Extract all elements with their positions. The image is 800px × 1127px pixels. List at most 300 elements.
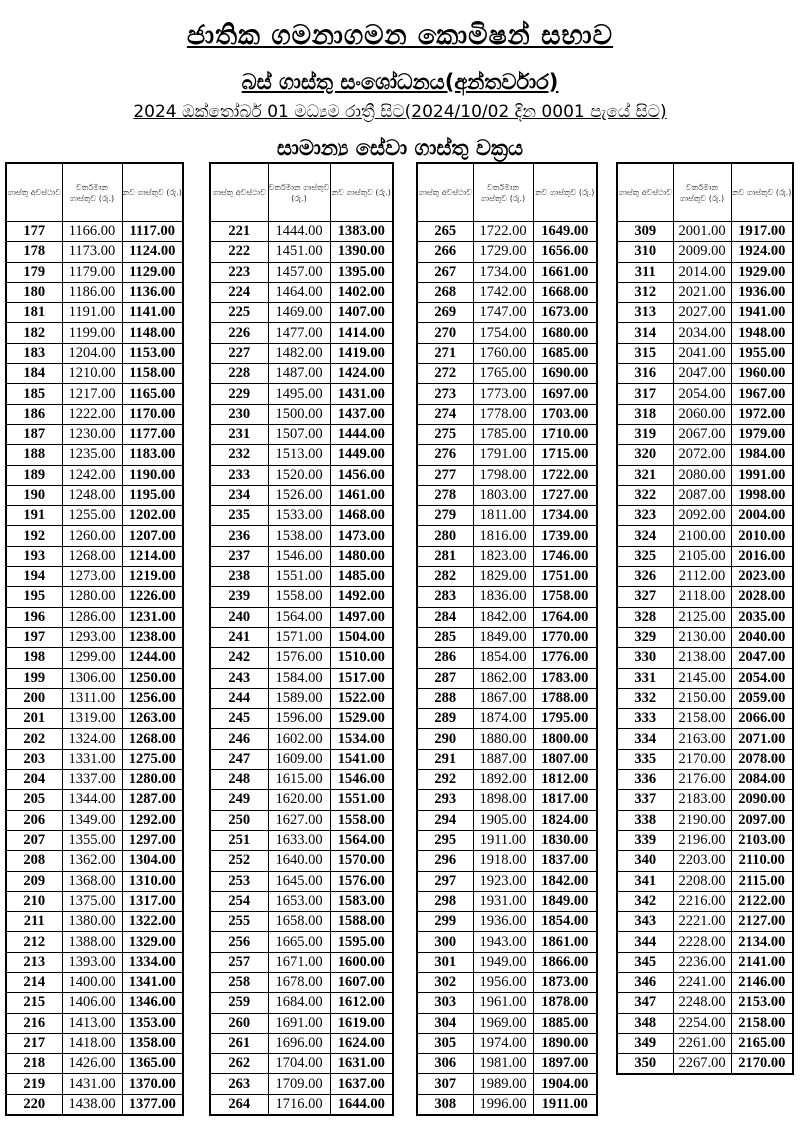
new-fare-cell: 1153.00 (122, 343, 183, 363)
new-fare-cell: 1546.00 (330, 770, 393, 790)
current-fare-cell: 1653.00 (268, 891, 330, 911)
fare-stage-cell: 224 (210, 282, 268, 302)
fare-stage-cell: 298 (417, 891, 473, 911)
current-fare-cell: 1918.00 (473, 851, 533, 871)
current-fare-cell: 1640.00 (268, 851, 330, 871)
table-row (210, 688, 393, 708)
current-fare-cell: 2060.00 (673, 404, 731, 424)
new-fare-cell: 1631.00 (330, 1054, 393, 1074)
current-fare-cell: 2254.00 (673, 1013, 731, 1033)
table-row (6, 952, 183, 972)
fare-stage-cell: 270 (417, 323, 473, 343)
fare-stage-cell: 273 (417, 384, 473, 404)
fare-stage-cell: 301 (417, 952, 473, 972)
current-fare-cell: 1306.00 (62, 668, 122, 688)
new-fare-cell: 1783.00 (533, 668, 597, 688)
current-fare-cell: 1286.00 (62, 607, 122, 627)
new-fare-cell: 1341.00 (122, 972, 183, 992)
current-fare-cell: 1464.00 (268, 282, 330, 302)
new-fare-cell: 1955.00 (731, 343, 793, 363)
current-fare-cell: 2241.00 (673, 972, 731, 992)
fare-stage-header: ගාස්තු අවස්ථාව (6, 163, 62, 222)
current-fare-cell: 1418.00 (62, 1033, 122, 1053)
current-fare-cell: 1571.00 (268, 627, 330, 647)
current-fare-cell: 1589.00 (268, 688, 330, 708)
table-row (210, 485, 393, 505)
fare-stage-cell: 258 (210, 972, 268, 992)
fare-stage-cell: 217 (6, 1033, 62, 1053)
table-row (417, 526, 597, 546)
new-fare-cell: 1812.00 (533, 770, 597, 790)
new-fare-cell: 2090.00 (731, 790, 793, 810)
new-fare-cell: 1588.00 (330, 912, 393, 932)
table-row (417, 952, 597, 972)
table-row (617, 364, 793, 384)
new-fare-cell: 1497.00 (330, 607, 393, 627)
fare-stage-cell: 195 (6, 587, 62, 607)
fare-stage-cell: 186 (6, 404, 62, 424)
table-row (417, 465, 597, 485)
new-fare-cell: 1904.00 (533, 1074, 597, 1094)
fare-stage-cell: 302 (417, 972, 473, 992)
fare-stage-cell: 236 (210, 526, 268, 546)
current-fare-cell: 1684.00 (268, 993, 330, 1013)
current-fare-cell: 1584.00 (268, 668, 330, 688)
new-fare-cell: 1776.00 (533, 648, 597, 668)
fare-stage-cell: 243 (210, 668, 268, 688)
fare-stage-cell: 251 (210, 830, 268, 850)
fare-stage-cell: 181 (6, 303, 62, 323)
table-row (6, 770, 183, 790)
fare-stage-cell: 237 (210, 546, 268, 566)
current-fare-cell: 1862.00 (473, 668, 533, 688)
table-row (210, 770, 393, 790)
fare-stage-cell: 193 (6, 546, 62, 566)
fare-stage-cell: 221 (210, 222, 268, 242)
fare-stage-cell: 343 (617, 912, 673, 932)
table-row (6, 729, 183, 749)
fare-table-3 (416, 162, 598, 1116)
table-row (210, 1054, 393, 1074)
fare-stage-cell: 192 (6, 526, 62, 546)
current-fare-cell: 1255.00 (62, 506, 122, 526)
current-fare-cell: 1368.00 (62, 871, 122, 891)
current-fare-cell: 1431.00 (62, 1074, 122, 1094)
new-fare-cell: 1972.00 (731, 404, 793, 424)
new-fare-cell: 1861.00 (533, 932, 597, 952)
new-fare-cell: 1770.00 (533, 627, 597, 647)
table-row (210, 952, 393, 972)
table-row (210, 1013, 393, 1033)
fare-stage-cell: 286 (417, 648, 473, 668)
current-fare-cell: 1709.00 (268, 1074, 330, 1094)
current-fare-cell: 1230.00 (62, 424, 122, 444)
new-fare-cell: 1485.00 (330, 567, 393, 587)
new-fare-cell: 2165.00 (731, 1033, 793, 1053)
current-fare-cell: 1482.00 (268, 343, 330, 363)
table-row (210, 1033, 393, 1053)
table-row (617, 891, 793, 911)
current-fare-cell: 1803.00 (473, 485, 533, 505)
current-fare-cell: 2221.00 (673, 912, 731, 932)
current-fare-cell: 2027.00 (673, 303, 731, 323)
current-fare-cell: 1495.00 (268, 384, 330, 404)
fare-stage-cell: 344 (617, 932, 673, 952)
table-row (210, 993, 393, 1013)
table-row (6, 1074, 183, 1094)
new-fare-cell: 2158.00 (731, 1013, 793, 1033)
current-fare-cell: 1716.00 (268, 1094, 330, 1115)
current-fare-cell: 1816.00 (473, 526, 533, 546)
new-fare-cell: 1219.00 (122, 567, 183, 587)
current-fare-cell: 2236.00 (673, 952, 731, 972)
fare-stage-cell: 238 (210, 567, 268, 587)
table-row (417, 1013, 597, 1033)
new-fare-cell: 1310.00 (122, 871, 183, 891)
fare-stage-cell: 313 (617, 303, 673, 323)
table-row (417, 587, 597, 607)
new-fare-cell: 1317.00 (122, 891, 183, 911)
new-fare-cell: 1431.00 (330, 384, 393, 404)
current-fare-cell: 2163.00 (673, 729, 731, 749)
new-fare-cell: 2023.00 (731, 567, 793, 587)
new-fare-cell: 1837.00 (533, 851, 597, 871)
new-fare-cell: 2153.00 (731, 993, 793, 1013)
table-row (6, 222, 183, 242)
new-fare-cell: 2097.00 (731, 810, 793, 830)
table-row (417, 242, 597, 262)
current-fare-cell: 1324.00 (62, 729, 122, 749)
fare-stage-cell: 318 (617, 404, 673, 424)
current-fare-cell: 1513.00 (268, 445, 330, 465)
fare-stage-cell: 342 (617, 891, 673, 911)
new-fare-cell: 1461.00 (330, 485, 393, 505)
table-row (210, 262, 393, 282)
new-fare-cell: 1329.00 (122, 932, 183, 952)
table-row (617, 1054, 793, 1075)
table-row (210, 648, 393, 668)
current-fare-cell: 1477.00 (268, 323, 330, 343)
header-row (617, 163, 793, 222)
new-fare-cell: 1244.00 (122, 648, 183, 668)
fare-stage-cell: 294 (417, 810, 473, 830)
current-fare-cell: 1451.00 (268, 242, 330, 262)
current-fare-cell: 2072.00 (673, 445, 731, 465)
fare-stage-cell: 208 (6, 851, 62, 871)
new-fare-cell: 1680.00 (533, 323, 597, 343)
table-row (617, 404, 793, 424)
table-row (210, 323, 393, 343)
fare-stage-cell: 260 (210, 1013, 268, 1033)
fare-stage-cell: 280 (417, 526, 473, 546)
current-fare-cell: 2248.00 (673, 993, 731, 1013)
fare-stage-cell: 242 (210, 648, 268, 668)
current-fare-cell: 1576.00 (268, 648, 330, 668)
fare-stage-cell: 185 (6, 384, 62, 404)
current-fare-cell: 1406.00 (62, 993, 122, 1013)
current-fare-cell: 1981.00 (473, 1054, 533, 1074)
fare-stage-cell: 274 (417, 404, 473, 424)
new-fare-cell: 2066.00 (731, 709, 793, 729)
current-fare-cell: 1887.00 (473, 749, 533, 769)
table-row (6, 506, 183, 526)
new-fare-cell: 1207.00 (122, 526, 183, 546)
current-fare-cell: 1773.00 (473, 384, 533, 404)
table-row (617, 567, 793, 587)
fare-stage-cell: 263 (210, 1074, 268, 1094)
new-fare-cell: 1124.00 (122, 242, 183, 262)
current-fare-cell: 1936.00 (473, 912, 533, 932)
table-row (417, 830, 597, 850)
new-fare-cell: 2170.00 (731, 1054, 793, 1075)
table-row (417, 993, 597, 1013)
fare-stage-cell: 309 (617, 222, 673, 242)
fare-stage-cell: 346 (617, 972, 673, 992)
new-fare-cell: 1148.00 (122, 323, 183, 343)
table-row (210, 1074, 393, 1094)
new-fare-cell: 1370.00 (122, 1074, 183, 1094)
fare-stage-cell: 322 (617, 485, 673, 505)
header-row (210, 163, 393, 222)
new-fare-cell: 1275.00 (122, 749, 183, 769)
table-row (6, 648, 183, 668)
new-fare-cell: 1510.00 (330, 648, 393, 668)
new-fare-cell: 2059.00 (731, 688, 793, 708)
table-row (617, 384, 793, 404)
fare-stage-cell: 308 (417, 1094, 473, 1115)
new-fare-cell: 1866.00 (533, 952, 597, 972)
table-row (6, 587, 183, 607)
new-fare-cell: 1824.00 (533, 810, 597, 830)
current-fare-cell: 1273.00 (62, 567, 122, 587)
current-fare-cell: 2092.00 (673, 506, 731, 526)
fare-stage-cell: 225 (210, 303, 268, 323)
current-fare-cell: 1874.00 (473, 709, 533, 729)
table-row (417, 729, 597, 749)
fare-stage-cell: 340 (617, 851, 673, 871)
current-fare-cell: 1355.00 (62, 830, 122, 850)
current-fare-cell: 2105.00 (673, 546, 731, 566)
current-fare-cell: 1349.00 (62, 810, 122, 830)
new-fare-cell: 1576.00 (330, 871, 393, 891)
new-fare-cell: 1936.00 (731, 282, 793, 302)
fare-stage-cell: 259 (210, 993, 268, 1013)
table-row (417, 404, 597, 424)
new-fare-cell: 1419.00 (330, 343, 393, 363)
fare-stage-cell: 303 (417, 993, 473, 1013)
fare-stage-cell: 189 (6, 465, 62, 485)
new-fare-cell: 1280.00 (122, 770, 183, 790)
table-row (617, 972, 793, 992)
table-row (6, 1054, 183, 1074)
effective-date: 2024 ඔක්තෝබර් 01 මධ්‍යම රාත්‍රී සිට(2024/10/02 දින 0001 පැයේ සිට) (133, 102, 667, 122)
table-row (210, 627, 393, 647)
table-row (6, 709, 183, 729)
table-row (417, 1033, 597, 1053)
table-row (417, 668, 597, 688)
fare-stage-cell: 248 (210, 770, 268, 790)
fare-stage-cell: 196 (6, 607, 62, 627)
fare-stage-cell: 207 (6, 830, 62, 850)
current-fare-cell: 1210.00 (62, 364, 122, 384)
fare-stage-cell: 284 (417, 607, 473, 627)
new-fare-cell: 2071.00 (731, 729, 793, 749)
fare-stage-cell: 315 (617, 343, 673, 363)
fare-stage-cell: 277 (417, 465, 473, 485)
fare-table-2 (209, 162, 394, 1116)
table-row (417, 567, 597, 587)
fare-stage-cell: 305 (417, 1033, 473, 1053)
current-fare-cell: 1388.00 (62, 932, 122, 952)
table-row (6, 465, 183, 485)
new-fare-cell: 1703.00 (533, 404, 597, 424)
new-fare-cell: 2122.00 (731, 891, 793, 911)
fare-stage-cell: 265 (417, 222, 473, 242)
table-row (210, 891, 393, 911)
fare-stage-cell: 314 (617, 323, 673, 343)
fare-stage-cell: 211 (6, 912, 62, 932)
table-row (6, 851, 183, 871)
fare-stage-cell: 269 (417, 303, 473, 323)
new-fare-cell: 1304.00 (122, 851, 183, 871)
current-fare-cell: 1280.00 (62, 587, 122, 607)
table-row (417, 871, 597, 891)
fare-stage-cell: 216 (6, 1013, 62, 1033)
table-row (417, 384, 597, 404)
fare-stage-cell: 213 (6, 952, 62, 972)
new-fare-cell: 1141.00 (122, 303, 183, 323)
table-row (6, 810, 183, 830)
new-fare-cell: 1890.00 (533, 1033, 597, 1053)
current-fare-header: වර්තමාන ගාස්තුව (රු.) (673, 163, 731, 222)
current-fare-cell: 1564.00 (268, 607, 330, 627)
table-row (617, 648, 793, 668)
fare-stage-cell: 194 (6, 567, 62, 587)
table-row (210, 830, 393, 850)
current-fare-cell: 1400.00 (62, 972, 122, 992)
table-row (417, 607, 597, 627)
fare-stage-cell: 190 (6, 485, 62, 505)
fare-stage-cell: 262 (210, 1054, 268, 1074)
fare-stage-cell: 290 (417, 729, 473, 749)
new-fare-cell: 1190.00 (122, 465, 183, 485)
current-fare-cell: 1961.00 (473, 993, 533, 1013)
table-row (417, 506, 597, 526)
current-fare-cell: 1538.00 (268, 526, 330, 546)
new-fare-cell: 1202.00 (122, 506, 183, 526)
fare-stage-cell: 250 (210, 810, 268, 830)
new-fare-cell: 1697.00 (533, 384, 597, 404)
current-fare-cell: 2034.00 (673, 323, 731, 343)
current-fare-cell: 2203.00 (673, 851, 731, 871)
new-fare-cell: 1287.00 (122, 790, 183, 810)
fare-stage-cell: 222 (210, 242, 268, 262)
current-fare-cell: 1199.00 (62, 323, 122, 343)
current-fare-cell: 1615.00 (268, 770, 330, 790)
new-fare-cell: 1165.00 (122, 384, 183, 404)
table-row (6, 343, 183, 363)
table-row (6, 282, 183, 302)
fare-stage-cell: 293 (417, 790, 473, 810)
fare-stage-cell: 325 (617, 546, 673, 566)
fare-stage-cell: 276 (417, 445, 473, 465)
current-fare-cell: 1413.00 (62, 1013, 122, 1033)
new-fare-cell: 1788.00 (533, 688, 597, 708)
current-fare-cell: 1319.00 (62, 709, 122, 729)
table-row (210, 546, 393, 566)
new-fare-cell: 2146.00 (731, 972, 793, 992)
new-fare-cell: 2115.00 (731, 871, 793, 891)
current-fare-cell: 2208.00 (673, 871, 731, 891)
new-fare-cell: 1195.00 (122, 485, 183, 505)
table-row (417, 648, 597, 668)
fare-stage-cell: 297 (417, 871, 473, 891)
current-fare-cell: 1438.00 (62, 1094, 122, 1115)
new-fare-cell: 1522.00 (330, 688, 393, 708)
new-fare-header: නව ගාස්තුව (රු.) (731, 163, 793, 222)
new-fare-cell: 1661.00 (533, 262, 597, 282)
current-fare-cell: 1337.00 (62, 770, 122, 790)
current-fare-cell: 1331.00 (62, 749, 122, 769)
fare-stage-header: ගාස්තු අවස්ථාව (210, 163, 268, 222)
new-fare-cell: 2054.00 (731, 668, 793, 688)
fare-stage-cell: 178 (6, 242, 62, 262)
new-fare-cell: 1395.00 (330, 262, 393, 282)
table-row (6, 485, 183, 505)
fare-stage-cell: 306 (417, 1054, 473, 1074)
current-fare-cell: 2001.00 (673, 222, 731, 242)
new-fare-cell: 2004.00 (731, 506, 793, 526)
new-fare-cell: 1541.00 (330, 749, 393, 769)
fare-stage-cell: 266 (417, 242, 473, 262)
fare-stage-cell: 239 (210, 587, 268, 607)
table-row (417, 627, 597, 647)
new-fare-cell: 2084.00 (731, 770, 793, 790)
new-fare-cell: 1214.00 (122, 546, 183, 566)
table-row (417, 749, 597, 769)
current-fare-cell: 1299.00 (62, 648, 122, 668)
current-fare-cell: 1500.00 (268, 404, 330, 424)
fare-stage-cell: 272 (417, 364, 473, 384)
fare-stage-cell: 247 (210, 749, 268, 769)
current-fare-cell: 2176.00 (673, 770, 731, 790)
fare-stage-cell: 348 (617, 1013, 673, 1033)
table-row (617, 932, 793, 952)
current-fare-cell: 1520.00 (268, 465, 330, 485)
fare-stage-cell: 278 (417, 485, 473, 505)
current-fare-cell: 1558.00 (268, 587, 330, 607)
current-fare-cell: 1645.00 (268, 871, 330, 891)
table-row (417, 972, 597, 992)
current-fare-cell: 1765.00 (473, 364, 533, 384)
new-fare-cell: 1929.00 (731, 262, 793, 282)
new-fare-cell: 1263.00 (122, 709, 183, 729)
current-fare-cell: 1186.00 (62, 282, 122, 302)
current-fare-cell: 1989.00 (473, 1074, 533, 1094)
fare-stage-cell: 282 (417, 567, 473, 587)
new-fare-cell: 1437.00 (330, 404, 393, 424)
current-fare-cell: 1457.00 (268, 262, 330, 282)
current-fare-cell: 1704.00 (268, 1054, 330, 1074)
current-fare-cell: 1248.00 (62, 485, 122, 505)
current-fare-cell: 1854.00 (473, 648, 533, 668)
new-fare-cell: 1570.00 (330, 851, 393, 871)
new-fare-cell: 1256.00 (122, 688, 183, 708)
fare-stage-cell: 264 (210, 1094, 268, 1115)
new-fare-cell: 1136.00 (122, 282, 183, 302)
table-row (6, 1094, 183, 1115)
fare-stage-cell: 201 (6, 709, 62, 729)
